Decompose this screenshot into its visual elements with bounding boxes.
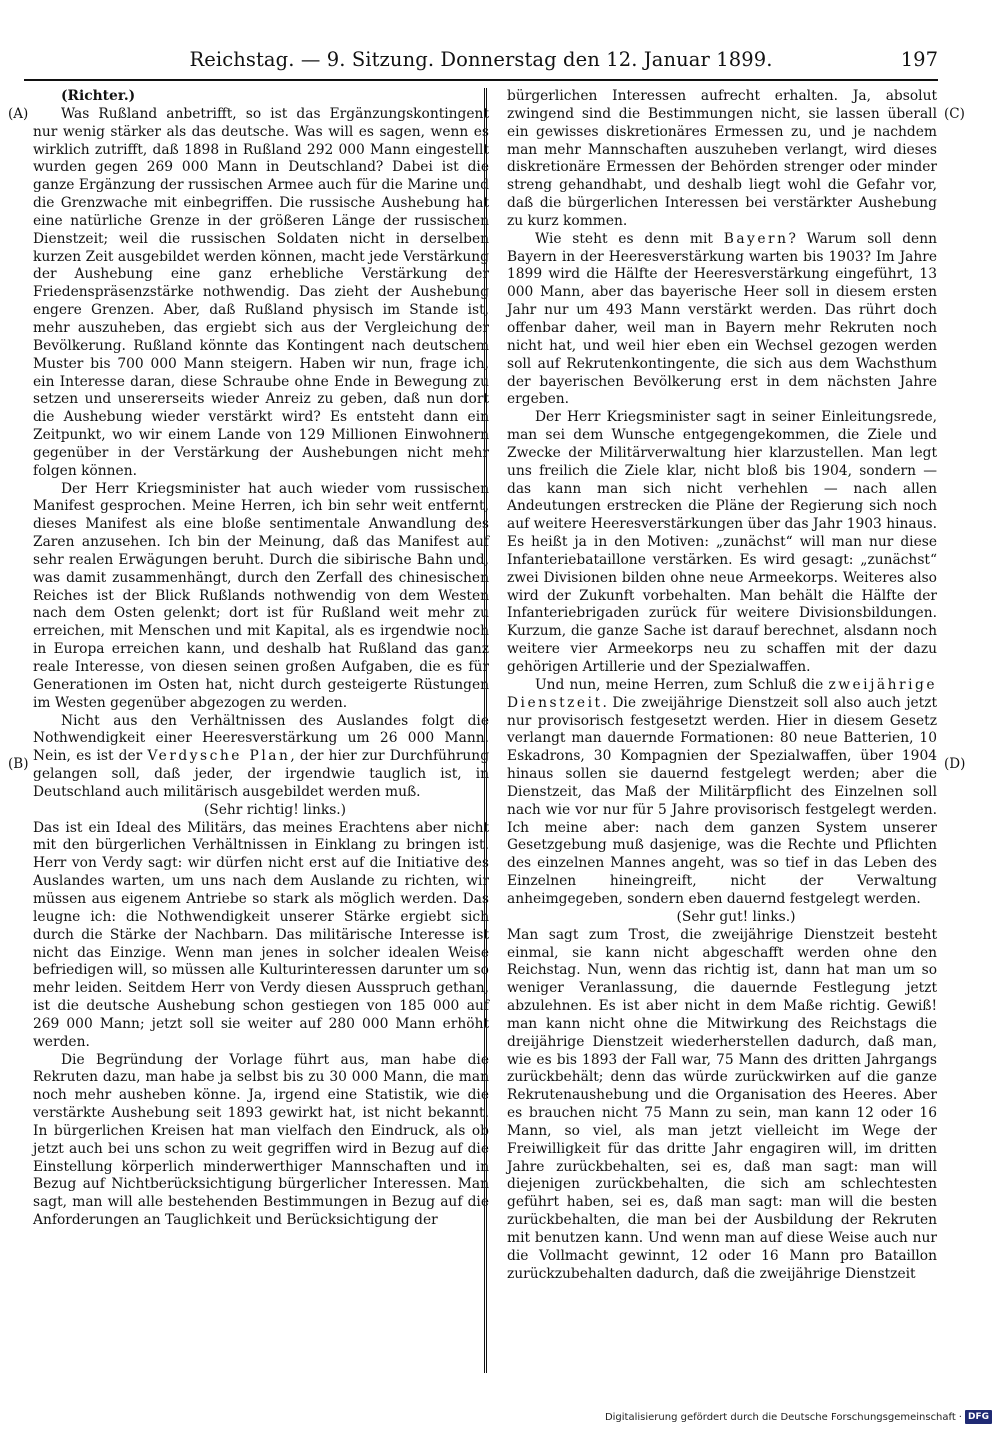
dfg-logo: DFG: [965, 1410, 992, 1424]
footer-credit: [605, 1408, 992, 1426]
margin-marker-d: (D): [944, 756, 966, 772]
right-column: [507, 88, 937, 1284]
left-column: [33, 88, 489, 1230]
margin-marker-c: (C): [944, 106, 965, 122]
column-divider: [484, 88, 487, 1373]
emphasized-text: Bayern: [723, 230, 789, 247]
margin-marker-a: (A): [8, 106, 29, 122]
paragraph: Der Herr Kriegsminister sagt in seiner Einleitungsrede, man sei dem Wunsche entgegengekommen, die Ziele und Zwecke der Militärverwaltung hier klarzustellen. Man legt uns freilich die Ziele klar, nicht bloß bis 1904, sondern — das kann man sich nicht verhehlen — nach allen Andeutungen erstrecken die Pläne der Regierung sich noch auf weitere Heeresverstärkungen über das Jahr 1903 hinaus. Es heißt ja in den Motiven: „zunächst“ will man nur diese Infanteriebataillone verstärken. Es wird gesagt: „zunächst“ zwei Divisionen bilden ohne neue Armeekorps. Weiteres also wird der Zukunft vorbehalten. Man behält die Hälfte der Infanteriebrigaden zurück für weitere Divisionsbildungen. Kurzum, die ganze Sache ist darauf berechnet, alsdann noch weitere vier Armeekorps neu zu schaffen mit der dazu gehörigen Artillerie und der Spezialwaffen.: [507, 409, 937, 675]
paragraph: Der Herr Kriegsminister hat auch wieder vom russischen Manifest gesprochen. Meine Herren, ich bin sehr weit entfernt, dieses Manifest als eine bloße sentimentale Anwandlung des Zaren anzusehen. Ich bin der Meinung, daß das Manifest auf sehr realen Erwägungen beruht. Durch die sibirische Bahn und, was damit zusammenhängt, durch den Zerfall des chinesischen Reiches ist der Blick Rußlands nothwendig von dem Westen nach dem Osten gelenkt; dort ist für Rußland weit mehr zu erreichen, mit Menschen und mit Kapital, als es irgendwie noch in Europa erreichen kann, und deshalb hat Rußland das ganz reale Interesse, von diesen seinen großen Aufgaben, die es für Generationen im Osten hat, nicht durch gesteigerte Rüstungen im Westen gegenüber abgezogen zu werden.: [33, 480, 489, 711]
text-run: Nicht aus den Verhältnissen des Auslandes folgt die Nothwendigkeit einer Heeresverstärkung um 26 000 Mann. Nein, es ist der: [33, 712, 489, 765]
paragraph: Das ist ein Ideal des Militärs, das meines Erachtens aber nicht mit den bürgerlichen Verhältnissen in Einklang zu bringen ist. Herr von Verdy sagt: wir dürfen nicht erst auf die Initiative des Auslandes warten, um uns nach dem Auslande zu richten, wir müssen aus eigenem Antriebe so stark als möglich werden. Das leugne ich: die Nothwendigkeit unserer Stärke ergiebt sich durch die Stärke der Nachbarn. Das militärische Interesse ist nicht das Einzige. Wenn man jenes in solcher idealen Weise befriedigen will, so müssen alle Kulturinteressen darunter um so mehr leiden. Seitdem Herr von Verdy diesen Ausspruch gethan, ist die deutsche Aushebung schon gestiegen von 185 000 auf 269 000 Mann; jetzt soll sie weiter auf 280 000 Mann erhöht werden.: [33, 819, 489, 1050]
paragraph: [507, 677, 937, 909]
footer-separator: ·: [958, 1411, 962, 1423]
paragraph: Man sagt zum Trost, die zweijährige Dienstzeit besteht einmal, sie kann nicht abgeschafft werden ohne den Reichstag. Nun, wenn das richtig ist, dann hat man um so weniger Veranlassung, die dauernde Festlegung jetzt abzulehnen. Es ist aber nicht in dem Maße richtig. Gewiß! man kann nicht ohne die Mitwirkung des Reichstags die dreijährige Dienstzeit wiederherstellen dadurch, daß man, wie es bis 1893 der Fall war, 75 Mann des dritten Jahrgangs zurückbehält; denn das würde zurückwirken auf die ganze Rekrutenaushebung und die Organisation des Heeres. Aber es brauchen nicht 75 Mann zu sein, man kann 12 oder 16 Mann, so viel, als man jetzt vielleicht im Wege der Freiwilligkeit für das dritte Jahr engagiren will, im dritten Jahre zurückbehalten, sei es, daß man sagt: man will diejenigen zurückbehalten, die sich am schlechtesten geführt haben, sei es, daß man sagt: man will die besten zurückbehalten, die man bei der Ausbildung der Rekruten mit benutzen kann. Und wenn man auf diese Weise auch nur die Vollmacht gewinnt, 12 oder 16 Mann pro Bataillon zurückzubehalten dadurch, daß die zweijährige Dienstzeit: [507, 926, 937, 1282]
paragraph: bürgerlichen Interessen aufrecht erhalten. Ja, absolut zwingend sind die Bestimmungen nicht, sie lassen überall ein gewisses diskretionäres Ermessen zu, und je nachdem man mehr Mannschaften auszuheben verlangt, wird dieses diskretionäre Ermessen der Behörden strenger oder minder streng gehandhabt, und deshalb liegt wohl die Gefahr vor, daß die bürgerlichen Interessen bei verstärkter Aushebung zu kurz kommen.: [507, 88, 937, 229]
emphasized-text: zweijährige Dienstzeit: [507, 676, 937, 711]
paragraph: Was Rußland anbetrifft, so ist das Ergänzungskontingent nur wenig stärker als das deutsche. Was will es sagen, wenn es wirklich zutrifft, daß 1898 in Rußland 292 000 Mann eingestellt wurden gegen 269 000 Mann in Deutschland? Dabei ist die ganze Ergänzung der russischen Armee auch für die Marine und die Grenzwache mit einbegriffen. Die russische Aushebung hat eine natürliche Grenze in der größeren Länge der russischen Dienstzeit; weil die russischen Soldaten nicht in derselben kurzen Zeit ausgebildet werden können, macht jede Verstärkung der Aushebung eine ganz erhebliche Verstärkung der Friedenspräsenzstärke nothwendig. Das zieht der Aushebung engere Grenzen. Aber, daß Rußland physisch im Stande ist, mehr auszuheben, das ergiebt sich aus der Vergleichung der Bevölkerung. Rußland könnte das Kontingent nach deutschem Muster bis 700 000 Mann steigern. Haben wir nun, frage ich, ein Interesse daran, diese Schraube ohne Ende in Bewegung zu setzen und unsererseits wieder Anreiz zu geben, daß nun dort die Aushebung wieder verstärkt wird? Es entsteht dann ein Zeitpunkt, wo wir einem Lande von 129 Millionen Einwohnern gegenüber in der Verstärkung der Aushebungen nicht mehr folgen können.: [33, 105, 489, 479]
interjection: (Sehr richtig! links.): [203, 801, 347, 818]
page-number: 197: [900, 48, 938, 71]
speaker-label: (Richter.): [61, 88, 136, 104]
footer-text: Digitalisierung gefördert durch die Deutsche Forschungsgemeinschaft: [604, 1411, 956, 1423]
interjection: (Sehr gut! links.): [676, 908, 796, 925]
emphasized-text: Verdysche Plan: [147, 748, 291, 765]
paragraph: Die Begründung der Vorlage führt aus, man habe die Rekruten dazu, man habe ja selbst bis zu 30 000 Mann, die man noch mehr ausheben könne. Ja, irgend eine Statistik, wie die verstärkte Aushebung seit 1893 gewirkt hat, ist nicht bekannt. In bürgerlichen Kreisen hat man vielfach den Eindruck, als ob jetzt auch bei uns schon zu weit gegriffen wird in Bezug auf die Einstellung körperlich minderwerthiger Mannschaften und in Bezug auf Nichtberücksichtigung bürgerlicher Interessen. Man sagt, man will alle bestehenden Bestimmungen in Bezug auf die Anforderungen an Tauglichkeit und Berücksichtigung der: [33, 1051, 489, 1229]
margin-marker-b: (B): [8, 756, 29, 772]
running-head: Reichstag. — 9. Sitzung. Donnerstag den 12. Januar 1899.: [189, 48, 773, 71]
paragraph: [33, 713, 489, 802]
text-run: ? Warum soll denn Bayern in der Heeresverstärkung warten bis 1903? Im Jahre 1899 wird die Hälfte der Heeresverstärkung eingeführt, 13 000 Mann, aber das bayerische Heer soll in diesem ersten Jahr nur um 493 Mann verstärkt werden. Das rührt doch offenbar daher, weil man in Bayern mehr Rekruten noch nicht hat, und weil hier eben ein Wechsel gezogen werden soll auf Rekrutenkontingente, die sich aus dem Wachsthum der bayerischen Bevölkerung erst in dem nächsten Jahre ergeben.: [507, 230, 937, 408]
text-run: Wie steht es denn mit: [535, 230, 713, 247]
header-rule: [24, 79, 938, 81]
text-run: , der hier zur Durchführung gelangen soll, daß jeder, der irgendwie tauglich ist, in Deutschland auch militärisch ausgebildet werden muß.: [33, 748, 490, 800]
page-header: [24, 48, 938, 84]
text-run: . Die zweijährige Dienstzeit soll also auch jetzt nur provisorisch festgesetzt werden. Hier in diesem Gesetz verlangt man dauernde Formationen: 80 neue Batterien, 10 Eskadrons, 30 Kompagnien der Spezialwaffen, über 1904 hinaus sollen sie dauernd festgelegt werden; aber die Dienstzeit, das Maß der Militärpflicht des Einzelnen soll nach wie vor nur für 5 Jahre provisorisch festgelegt werden. Ich meine aber: nach dem ganzen System unserer Gesetzgebung muß dasjenige, was die Rechte und Pflichten des einzelnen Mannes angeht, was so tief in das Leben des Einzelnen hineingreift, nicht der Verwaltung anheimgegeben, sondern eben dauernd festgelegt werden.: [507, 694, 937, 907]
paragraph: [507, 231, 937, 409]
text-run: Und nun, meine Herren, zum Schluß die: [535, 676, 824, 693]
